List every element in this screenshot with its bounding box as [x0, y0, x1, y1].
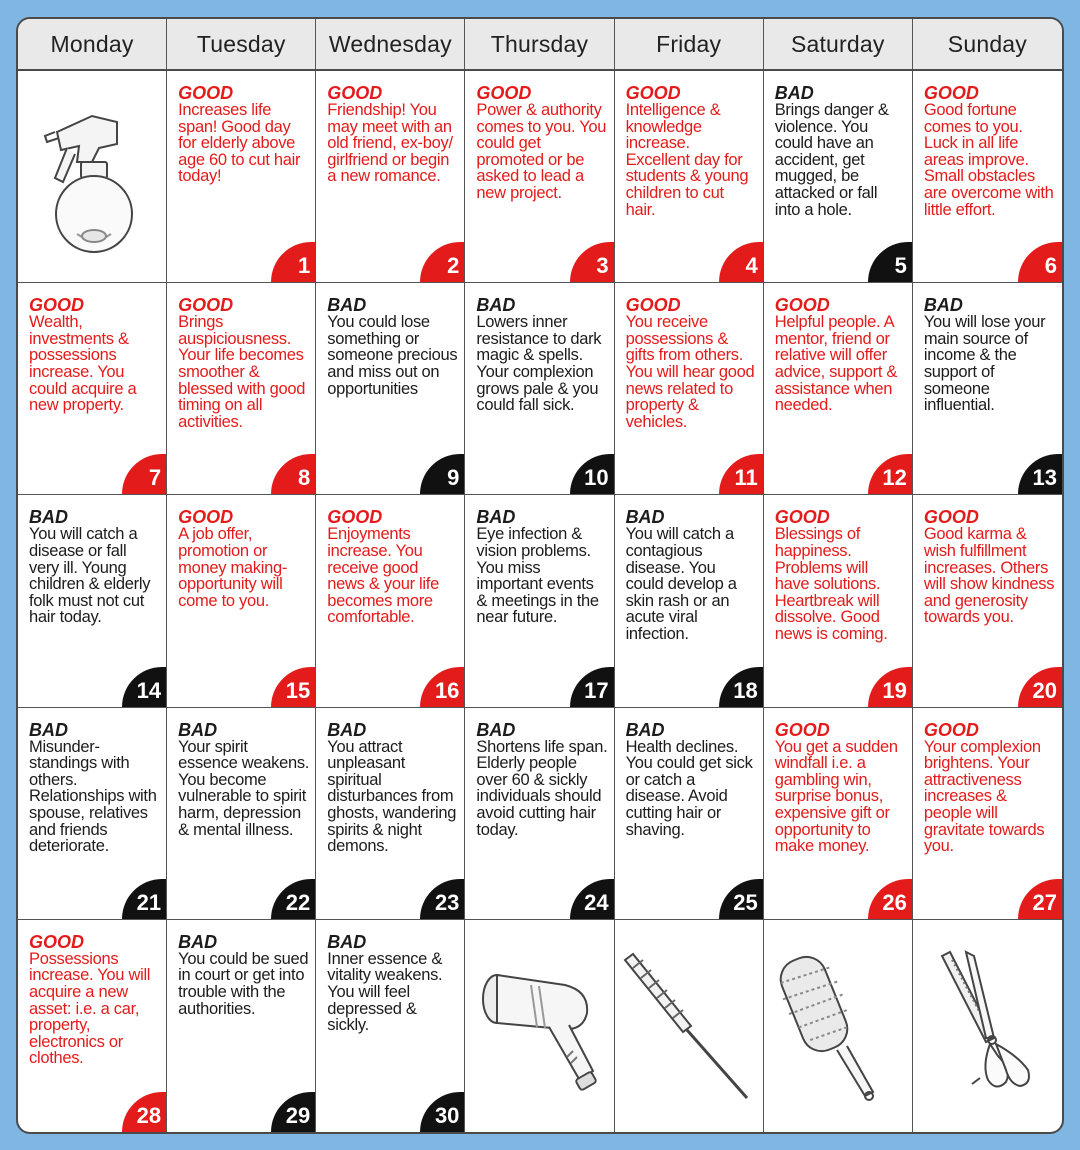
day-cell — [913, 283, 1062, 495]
day-description: Eye infection & vision problems. You miss important events & meetings in the near future. — [476, 525, 599, 627]
day-description: Misunder- standings with others. Relationships with spouse, relatives and friends deteriorate. — [29, 737, 157, 856]
day-number-badge: 22 — [271, 879, 315, 919]
day-description: Friendship! You may meet with an old friend, ex-boy/ girlfriend or begin a new romance. — [327, 101, 453, 186]
day-number-badge: 24 — [570, 879, 614, 919]
day-cell — [615, 708, 764, 920]
illustration-cell — [18, 71, 167, 283]
day-cell — [316, 283, 465, 495]
day-description: Good fortune comes to you. Luck in all life areas improve. Small obstacles are overcome with little effort. — [923, 101, 1054, 219]
verdict-bad: BAD — [774, 83, 814, 103]
verdict-good: GOOD — [29, 931, 85, 952]
verdict-bad: BAD — [625, 507, 665, 528]
verdict-good: GOOD — [327, 507, 383, 528]
day-cell — [465, 495, 614, 707]
day-cell — [913, 708, 1062, 920]
verdict-good: GOOD — [476, 83, 532, 103]
day-cell — [465, 71, 614, 283]
day-cell — [316, 920, 465, 1132]
verdict-bad: BAD — [327, 295, 367, 316]
day-description: Wealth, investments & possessions increase. You could acquire a new property. — [29, 313, 137, 415]
day-cell — [316, 708, 465, 920]
verdict-good: GOOD — [923, 507, 979, 528]
verdict-bad: BAD — [476, 507, 516, 528]
verdict-bad: BAD — [476, 719, 516, 740]
day-description: Brings auspiciousness. Your life becomes smoother & blessed with good timing on all activities. — [178, 313, 306, 431]
day-cell — [18, 708, 167, 920]
weekday-sunday: Sunday — [947, 30, 1028, 57]
verdict-good: GOOD — [625, 83, 681, 103]
hair-cutting-calendar — [16, 17, 1064, 1134]
day-description: Good karma & wish fulfillment increases. Others will show kindness and generosity towards you. — [923, 525, 1055, 627]
day-cell — [764, 71, 913, 283]
day-number-badge: 7 — [122, 454, 166, 494]
day-number-badge: 6 — [1018, 242, 1062, 282]
calendar-grid — [18, 71, 1062, 1132]
weekday-monday: Monday — [18, 19, 167, 69]
day-number-badge: 13 — [1018, 454, 1062, 494]
day-number-badge: 23 — [420, 879, 464, 919]
verdict-bad: BAD — [178, 931, 218, 952]
day-cell — [316, 495, 465, 707]
day-cell — [18, 920, 167, 1132]
verdict-bad: BAD — [29, 507, 68, 528]
day-cell — [167, 708, 316, 920]
verdict-good: GOOD — [625, 295, 681, 316]
day-number-badge: 17 — [570, 667, 614, 707]
day-description: You attract unpleasant spiritual disturbances from ghosts, wandering spirits & night demons. — [327, 737, 457, 856]
day-description: Shortens life span. Elderly people over 60 & sickly individuals should avoid cutting hair today. — [476, 737, 608, 839]
day-number-badge: 25 — [719, 879, 763, 919]
day-number-badge: 19 — [868, 667, 912, 707]
day-number-badge: 18 — [719, 667, 763, 707]
weekday-tuesday: Tuesday — [167, 19, 316, 69]
day-number-badge: 30 — [420, 1092, 464, 1132]
day-cell — [167, 71, 316, 283]
day-cell — [465, 283, 614, 495]
day-description: Inner essence & vitality weakens. You will feel depressed & sickly. — [327, 949, 443, 1035]
weekday-wednesday: Wednesday — [316, 19, 465, 69]
day-cell — [764, 708, 913, 920]
verdict-good: GOOD — [774, 719, 830, 740]
scissors-icon — [913, 920, 1062, 1132]
day-description: Blessings of happiness. Problems will have solutions. Heartbreak will dissolve. Good news is coming. — [774, 525, 888, 643]
day-number-badge: 29 — [271, 1092, 315, 1132]
day-cell — [615, 71, 764, 283]
day-description: You receive possessions & gifts from others. You will hear good news related to property & vehicles. — [625, 313, 755, 431]
day-cell — [18, 283, 167, 495]
day-cell — [913, 71, 1062, 283]
day-cell — [764, 283, 913, 495]
day-description: You get a sudden windfall i.e. a gambling win, surprise bonus, expensive gift or opportunity to make money. — [774, 737, 898, 856]
day-number-badge: 3 — [570, 242, 614, 282]
verdict-bad: BAD — [476, 295, 516, 316]
hair-dryer-icon — [465, 920, 613, 1132]
verdict-good: GOOD — [178, 507, 234, 528]
day-number-badge: 15 — [271, 667, 315, 707]
day-cell — [465, 708, 614, 920]
day-cell — [913, 495, 1062, 707]
illustration-cell — [465, 920, 614, 1132]
verdict-good: GOOD — [774, 507, 830, 528]
tail-comb-icon — [615, 920, 763, 1132]
day-number-badge: 9 — [420, 454, 464, 494]
day-cell — [167, 495, 316, 707]
day-number-badge: 27 — [1018, 879, 1062, 919]
verdict-good: GOOD — [923, 719, 979, 740]
day-description: You could be sued in court or get into trouble with the authorities. — [178, 949, 309, 1018]
verdict-good: GOOD — [923, 83, 979, 103]
day-number-badge: 28 — [122, 1092, 166, 1132]
day-description: Lowers inner resistance to dark magic & spells. Your complexion grows pale & you could fall sick. — [476, 313, 602, 415]
day-description: Your complexion brightens. Your attractiveness increases & people will gravitate towards you. — [923, 737, 1045, 856]
day-number-badge: 11 — [719, 454, 763, 494]
day-description: Helpful people. A mentor, friend or relative will offer advice, support & assistance when needed. — [774, 313, 898, 415]
day-number-badge: 2 — [420, 242, 464, 282]
verdict-bad: BAD — [327, 719, 367, 740]
day-number-badge: 26 — [868, 879, 912, 919]
weekday-friday: Friday — [615, 19, 764, 69]
day-description: You will catch a disease or fall very ill. Young children & elderly folk must not cut hair today. — [29, 525, 151, 627]
day-description: Enjoyments increase. You receive good news & your life becomes more comfortable. — [327, 525, 439, 627]
verdict-good: GOOD — [327, 83, 383, 103]
day-description: You could lose something or someone precious and miss out on opportunities — [327, 313, 458, 398]
day-number-badge: 14 — [122, 667, 166, 707]
day-number-badge: 20 — [1018, 667, 1062, 707]
day-number-badge: 10 — [570, 454, 614, 494]
verdict-bad: BAD — [178, 719, 218, 740]
day-description: Increases life span! Good day for elderly above age 60 to cut hair today! — [178, 101, 301, 186]
day-cell — [167, 920, 316, 1132]
day-number-badge: 8 — [271, 454, 315, 494]
verdict-good: GOOD — [29, 295, 85, 316]
verdict-bad: BAD — [923, 295, 963, 316]
day-cell — [615, 283, 764, 495]
day-number-badge: 12 — [868, 454, 912, 494]
day-description: Health declines. You could get sick or catch a disease. Avoid cutting hair or shaving. — [625, 737, 753, 839]
day-description: You will catch a contagious disease. You could develop a skin rash or an acute viral infection. — [625, 525, 737, 643]
day-cell — [615, 495, 764, 707]
verdict-good: GOOD — [178, 295, 234, 316]
round-brush-icon — [764, 920, 912, 1132]
illustration-cell — [913, 920, 1062, 1132]
verdict-bad: BAD — [327, 931, 367, 952]
verdict-bad: BAD — [29, 719, 68, 740]
weekday-saturday: Saturday — [764, 19, 913, 69]
day-cell — [316, 71, 465, 283]
day-number-badge: 4 — [719, 242, 763, 282]
day-cell — [764, 495, 913, 707]
day-description: Power & authority comes to you. You could get promoted or be asked to lead a new project. — [476, 101, 607, 202]
illustration-cell — [764, 920, 913, 1132]
day-description: Possessions increase. You will acquire a new asset: i.e. a car, property, electronics or clothes. — [29, 949, 151, 1068]
verdict-bad: BAD — [625, 719, 665, 740]
day-number-badge: 5 — [868, 242, 912, 282]
illustration-cell — [615, 920, 764, 1132]
verdict-good: GOOD — [178, 83, 234, 103]
verdict-good: GOOD — [774, 295, 830, 316]
day-description: Brings danger & violence. You could have an accident, get mugged, be attacked or fall into a hole. — [774, 101, 889, 219]
spray-bottle-icon — [18, 71, 166, 282]
weekday-thursday: Thursday — [465, 19, 614, 69]
day-cell — [167, 283, 316, 495]
day-cell — [18, 495, 167, 707]
weekday-header — [18, 19, 1062, 71]
day-description: Intelligence & knowledge increase. Excellent day for students & young children to cut hair. — [625, 101, 749, 219]
day-number-badge: 1 — [271, 242, 315, 282]
day-number-badge: 16 — [420, 667, 464, 707]
day-description: You will lose your main source of income & the support of someone influential. — [923, 313, 1046, 415]
day-description: A job offer, promotion or money making- opportunity will come to you. — [178, 525, 288, 610]
day-number-badge: 21 — [122, 879, 166, 919]
day-description: Your spirit essence weakens. You become vulnerable to spirit harm, depression & mental illness. — [178, 737, 310, 839]
